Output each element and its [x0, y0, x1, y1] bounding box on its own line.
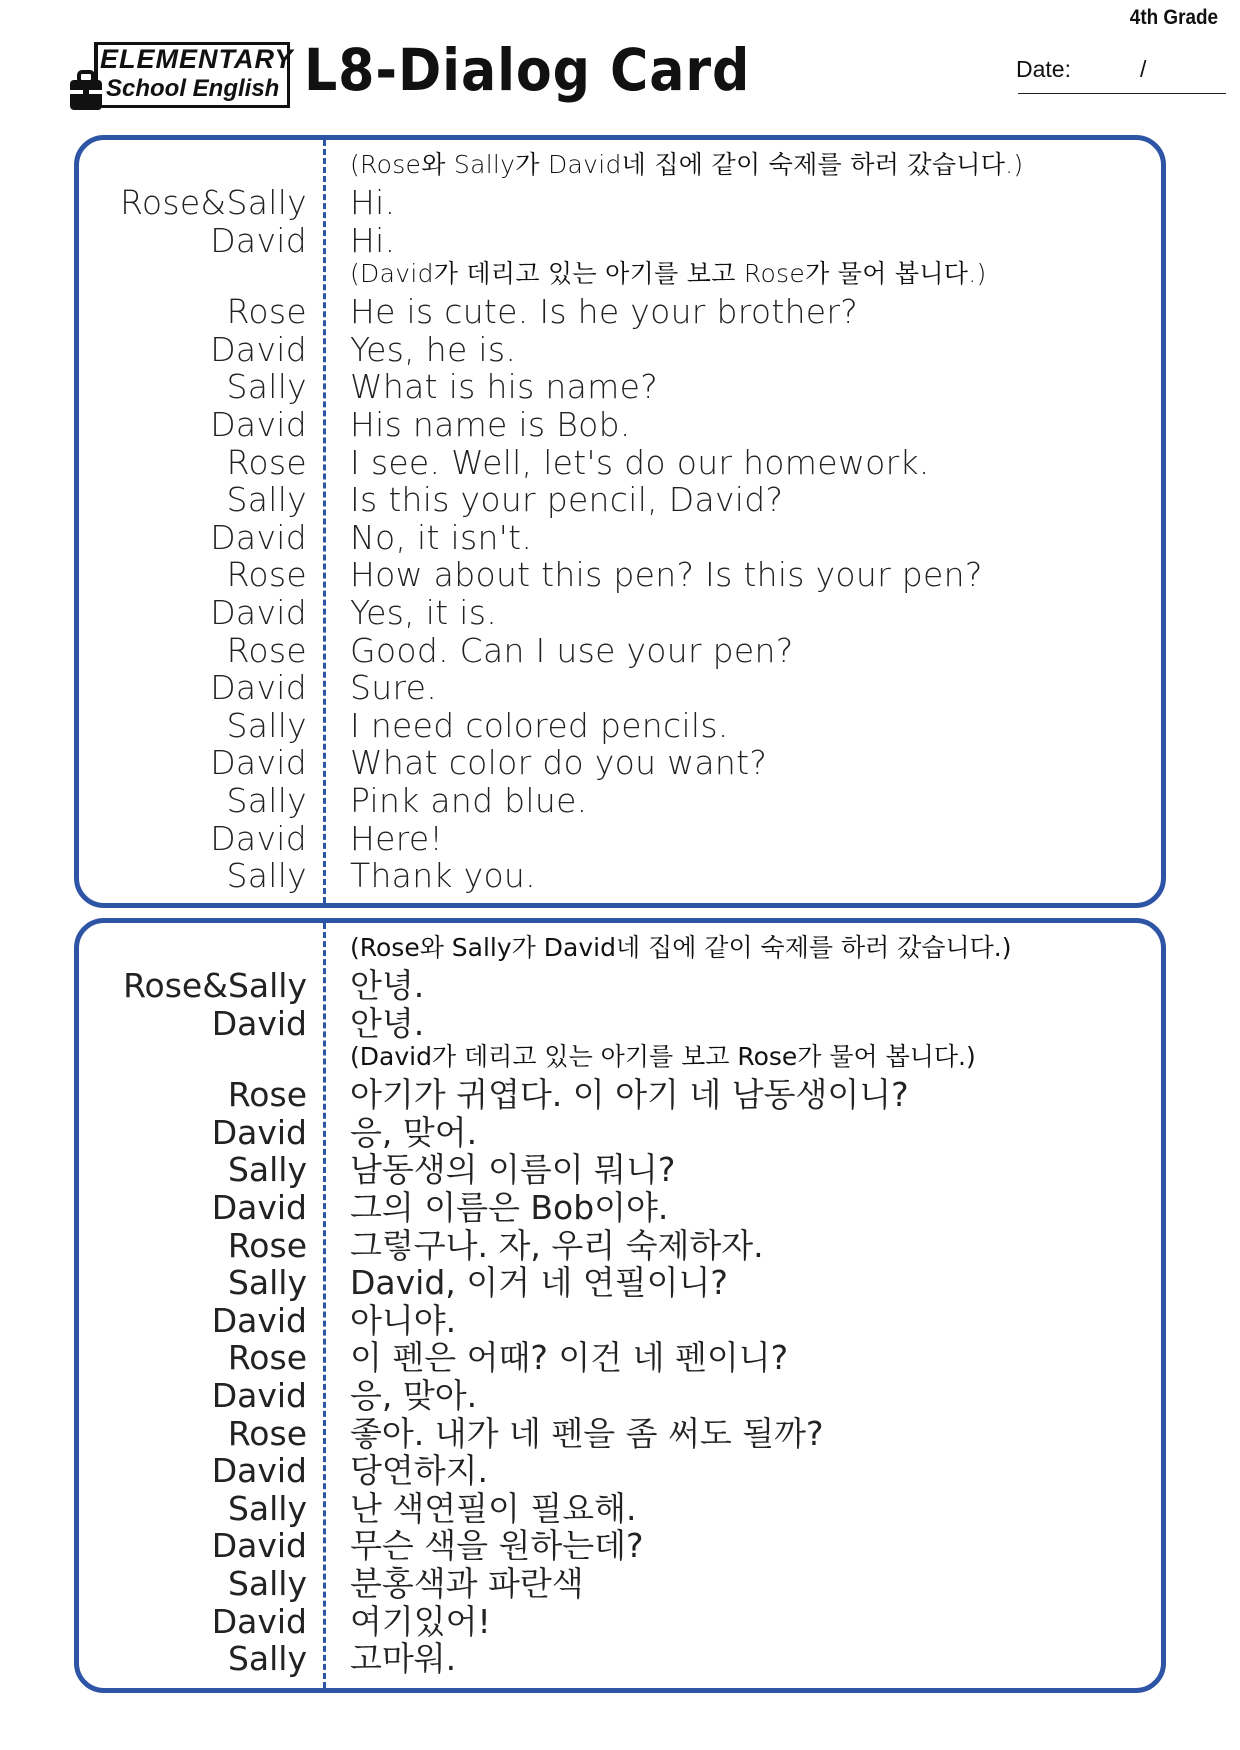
dialog-line: 남동생의 이름이 뭐니? [350, 1150, 676, 1190]
dialog-line: Yes, he is. [350, 329, 517, 369]
dialog-line: 그의 이름은 Bob이야. [350, 1187, 669, 1227]
dialog-line: 무슨 색을 원하는데? [350, 1526, 644, 1566]
logo-subtitle-line: School English [106, 75, 280, 102]
speaker-name: David [211, 1526, 307, 1566]
speaker-name: Rose [227, 1225, 307, 1265]
speaker-name: David [210, 220, 307, 260]
korean-dialog-list [79, 931, 1161, 1679]
school-bag-icon [66, 70, 106, 112]
dialog-row [79, 1074, 1161, 1115]
dialog-line: Pink and blue. [350, 780, 588, 820]
dialog-line: He is cute. Is he your brother? [350, 292, 859, 332]
dialog-line: David, 이거 네 연필이니? [350, 1263, 728, 1303]
speaker-name: Sally [227, 1150, 307, 1190]
dialog-row [79, 1187, 1161, 1225]
date-write-line [1018, 93, 1226, 94]
dialog-row [79, 1601, 1161, 1639]
stage-direction-row [79, 1040, 1161, 1074]
speaker-name: David [210, 404, 307, 444]
dialog-row [79, 329, 1161, 367]
dialog-line: Yes, it is. [350, 592, 497, 632]
dialog-line: His name is Bob. [350, 404, 631, 444]
stage-direction: (David가 데리고 있는 아기를 보고 Rose가 물어 봅니다.) [350, 259, 987, 289]
dialog-row [79, 1337, 1161, 1378]
dialog-row [79, 667, 1161, 708]
speaker-name: Sally [227, 1488, 307, 1528]
speaker-name: Sally [227, 1263, 307, 1303]
page-title: L8-Dialog Card [304, 36, 751, 104]
dialog-line: Hi. [350, 183, 396, 222]
dialog-line: 안녕. [350, 966, 425, 1005]
grade-label: 4th Grade [1129, 6, 1218, 29]
dialog-row [79, 554, 1161, 595]
dialog-line: Thank you. [350, 856, 536, 896]
speaker-name: Rose [227, 1338, 307, 1378]
dialog-row [79, 404, 1161, 442]
dialog-row [79, 1488, 1161, 1526]
dialog-line: 응, 맞아. [350, 1375, 478, 1415]
dialog-line: 안녕. [350, 1003, 425, 1043]
dialog-row [79, 442, 1161, 480]
speaker-name: Rose [227, 1075, 307, 1115]
dialog-line: What color do you want? [350, 743, 768, 783]
dialog-row [79, 1638, 1161, 1679]
speaker-name: Rose [227, 1413, 307, 1453]
stage-direction: (Rose와 Sally가 David네 집에 같이 숙제를 하러 갔습니다.) [350, 150, 1024, 179]
speaker-name: David [210, 329, 307, 369]
speaker-name: David [211, 1003, 307, 1043]
dialog-line: Sure. [350, 668, 437, 708]
dialog-line: Here! [350, 818, 443, 858]
speaker-name: Sally [226, 780, 307, 820]
dialog-row [79, 780, 1161, 818]
dialog-line: 여기있어! [350, 1601, 491, 1641]
dialog-line: 당연하지. [350, 1451, 489, 1491]
dialog-row [79, 742, 1161, 783]
speaker-name: Sally [227, 1639, 307, 1679]
dialog-row [79, 818, 1161, 856]
dialog-row [79, 479, 1161, 520]
dialog-row [79, 1525, 1161, 1566]
dialog-row [79, 1413, 1161, 1451]
dialog-line: 아기가 귀엽다. 이 아기 네 남동생이니? [350, 1075, 909, 1115]
speaker-name: Sally [226, 705, 307, 745]
logo-title-line: ELEMENTARY [100, 44, 294, 74]
english-dialog-card [74, 135, 1166, 908]
dialog-line: Is this your pencil, David? [350, 480, 784, 520]
dialog-row [79, 1003, 1161, 1041]
dialog-row [79, 855, 1161, 896]
speaker-name: Rose [226, 442, 307, 482]
stage-direction-row [79, 931, 1161, 965]
dialog-row [79, 291, 1161, 332]
dialog-line: 이 펜은 어때? 이건 네 펜이니? [350, 1338, 789, 1378]
dialog-row [79, 1149, 1161, 1190]
dialog-row [79, 1262, 1161, 1303]
speaker-name: Rose&Sally [123, 966, 307, 1005]
speaker-name: David [211, 1187, 307, 1227]
date-separator: / [1140, 56, 1147, 82]
speaker-name: David [210, 592, 307, 632]
dialog-row [79, 630, 1161, 668]
speaker-name: Rose [226, 630, 307, 670]
speaker-name: David [211, 1375, 307, 1415]
dialog-row [79, 1563, 1161, 1601]
speaker-name: Rose [226, 292, 307, 332]
dialog-row [79, 366, 1161, 407]
stage-direction: (David가 데리고 있는 아기를 보고 Rose가 물어 봅니다.) [350, 1042, 976, 1072]
dialog-line: 난 색연필이 필요해. [350, 1488, 637, 1528]
stage-direction: (Rose와 Sally가 David네 집에 같이 숙제를 하러 갔습니다.) [350, 933, 1012, 962]
school-logo [66, 40, 296, 112]
dialog-line: What is his name? [350, 367, 659, 407]
dialog-row [79, 1450, 1161, 1491]
dialog-line: I see. Well, let's do our homework. [350, 442, 930, 482]
dialog-row [79, 220, 1161, 258]
dialog-row [79, 705, 1161, 743]
dialog-row [79, 592, 1161, 630]
speaker-name: Sally [226, 367, 307, 407]
dialog-line: 고마워. [350, 1639, 457, 1679]
dialog-line: Good. Can I use your pen? [350, 630, 794, 670]
speaker-name: David [210, 818, 307, 858]
dialog-row [79, 1225, 1161, 1263]
speaker-name: David [211, 1601, 307, 1641]
speaker-name: David [210, 743, 307, 783]
dialog-line: 응, 맞어. [350, 1112, 478, 1152]
dialog-row [79, 1375, 1161, 1413]
speaker-name: Sally [227, 1563, 307, 1603]
korean-dialog-card [74, 918, 1166, 1693]
dialog-row [79, 965, 1161, 1003]
dialog-line: 그렇구나. 자, 우리 숙제하자. [350, 1225, 764, 1265]
speaker-name: Sally [226, 480, 307, 520]
dialog-row [79, 1112, 1161, 1150]
dialog-line: 좋아. 내가 네 펜을 좀 써도 될까? [350, 1413, 824, 1453]
speaker-name: David [210, 668, 307, 708]
stage-direction-row [79, 257, 1161, 291]
speaker-name: David [211, 1451, 307, 1491]
stage-direction-row [79, 148, 1161, 182]
speaker-name: Rose [226, 555, 307, 595]
dialog-line: Hi. [350, 220, 396, 260]
speaker-name: Sally [226, 856, 307, 896]
dialog-row [79, 182, 1161, 220]
dialog-line: How about this pen? Is this your pen? [350, 555, 983, 595]
dialog-line: 분홍색과 파란색 [350, 1563, 584, 1603]
speaker-name: David [210, 517, 307, 557]
dialog-line: 아니야. [350, 1300, 457, 1340]
date-label: Date: [1016, 56, 1071, 82]
dialog-line: No, it isn't. [350, 517, 533, 557]
speaker-name: David [211, 1112, 307, 1152]
english-dialog-list [79, 148, 1161, 896]
dialog-row [79, 1300, 1161, 1338]
speaker-name: Rose&Sally [120, 183, 307, 222]
speaker-name: David [211, 1300, 307, 1340]
dialog-row [79, 517, 1161, 555]
dialog-line: I need colored pencils. [350, 705, 729, 745]
